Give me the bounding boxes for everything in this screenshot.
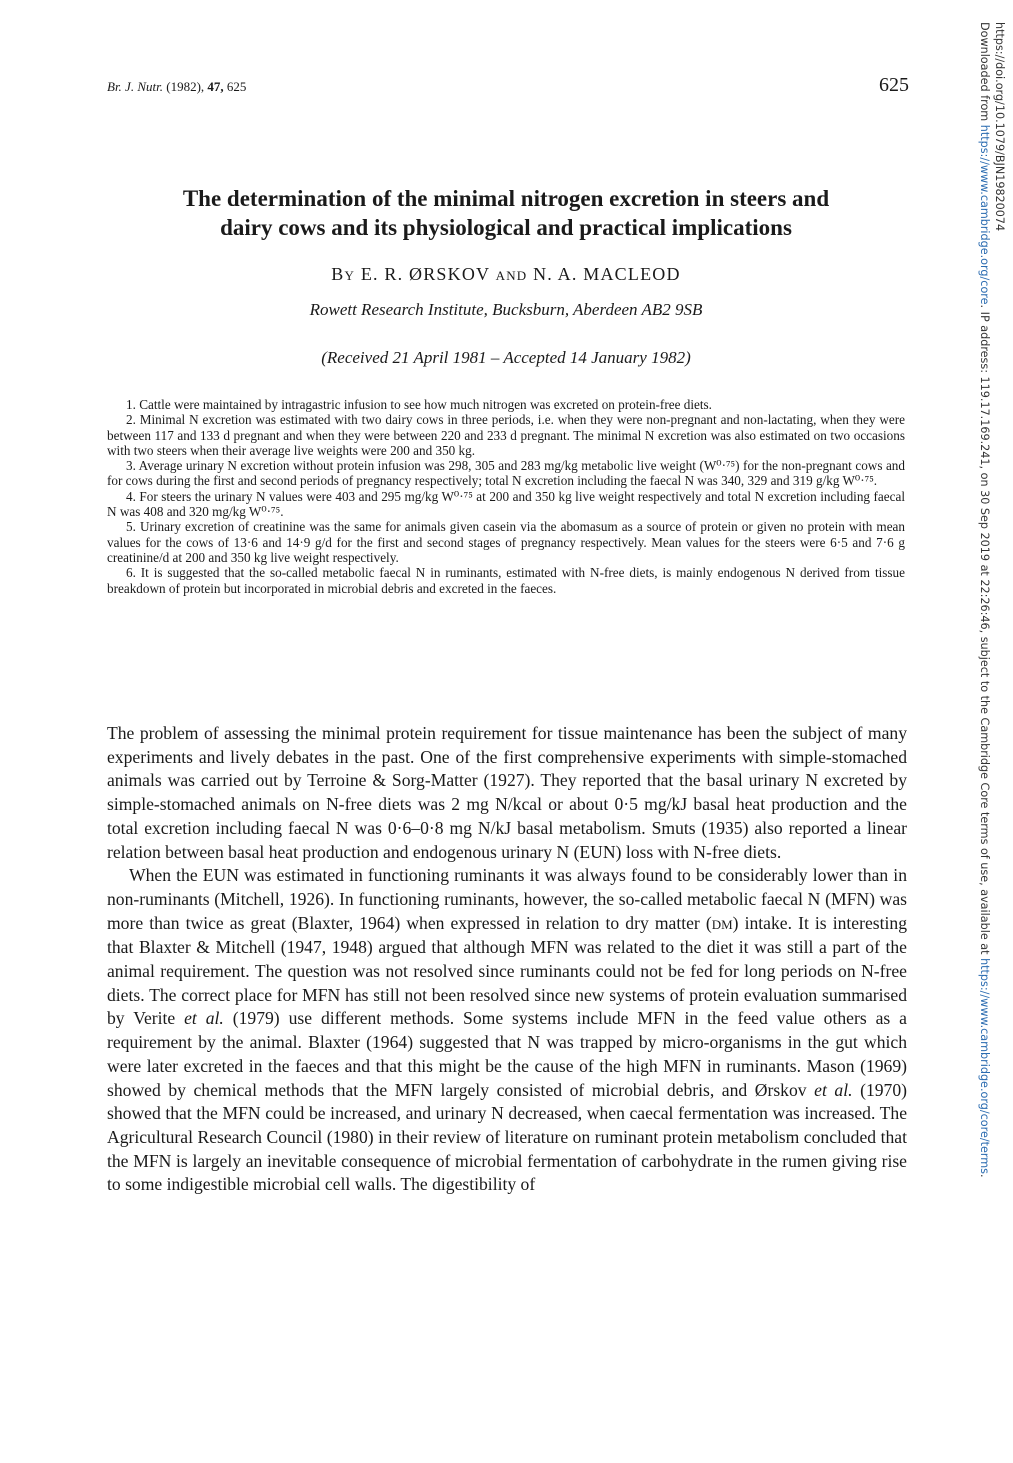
dm-abbrev: DM [711, 916, 733, 932]
journal-citation [107, 79, 246, 95]
p2-part-c: (1979) use different methods. Some systems include MFN in the feed value others as a requirement by the animal. Blaxter (1964) suggested that N was trapped by micro-organisms in the gut which were later excreted in the faeces and that this might be the cause of the high MFN in ruminants. Mason (1969) showed by chemical methods that the MFN largely consisted of microbial debris, and Ørskov [107, 1008, 907, 1100]
download-sidebar [955, 22, 1009, 1178]
journal-page: 625 [226, 79, 247, 94]
p2-part-d: (1970) showed that the MFN could be increased, and urinary N decreased, when caecal fermentation was increased. The Agricultural Research Council (1980) in their review of literature on ruminant protein metabolism concluded that the MFN is largely an inevitable consequence of microbial fermentation of carbohydrate in the rumen giving rise to some indigestible microbial cell walls. The digestibility of [107, 1079, 907, 1195]
p2-part-a: When the EUN was estimated in functioning ruminants it was always found to be considerably lower than in non-ruminants (Mitchell, 1926). In functioning ruminants, however, the so-called metabolic faecal N (MFN) was more than twice as great (Blaxter, 1964) when expressed in relation to dry matter ( [107, 865, 907, 933]
terms-link[interactable]: https://www.cambridge.org/core/terms [978, 958, 991, 1175]
et-al-1: et al. [184, 1008, 224, 1029]
affiliation: Rowett Research Institute, Bucksburn, Aberdeen AB2 9SB [309, 300, 703, 319]
p2-part-b: ) intake. It is interesting that Blaxter & Mitchell (1947, 1948) argued that although MFN was related to the diet it was still a part of the animal requirement. The question was not resolved since ruminants could not be fed for long periods on N-free diets. The correct place for MFN has still not been resolved since new systems of protein evaluation summarised by Verite [107, 912, 907, 1029]
sidebar-prefix: Downloaded from [978, 22, 991, 125]
author-1: E. R. ØRSKOV [360, 264, 490, 284]
abstract-item-3: 3. Average urinary N excretion without protein infusion was 298, 305 and 283 mg/kg metabolic live weight (W⁰·⁷⁵) for the non-pregnant cows and for cows during the first and second periods of pregnancy respectively; total N excretion including the faecal N was 340, 329 and 319 g/kg W⁰·⁷⁵. [107, 458, 905, 489]
author-2: N. A. MACLEOD [533, 264, 681, 284]
author-line [100, 264, 912, 285]
journal-volume: 47, [207, 79, 224, 94]
title-line-1: The determination of the minimal nitrogen excretion in steers and [182, 186, 830, 211]
body-paragraph-1: The problem of assessing the minimal protein requirement for tissue maintenance has been the subject of many experiments and lively debates in the past. One of the first comprehensive experiments with simple-stomached animals was carried out by Terroine & Sorg-Matter (1927). They reported that the basal urinary N excreted by simple-stomached animals on N-free diets was 2 mg N/kcal or about 0·5 mg/kJ basal heat production and the total excretion including faecal N was 0·6–0·8 mg N/kJ basal metabolism. Smuts (1935) also reported a linear relation between basal heat production and endogenous urinary N (EUN) loss with N-free diets. [107, 723, 907, 862]
and-word: AND [495, 268, 528, 283]
doi-link[interactable]: https://doi.org/10.1079/BJN19820074 [993, 22, 1006, 232]
by-label-rest: Y [344, 268, 356, 283]
article-title [100, 184, 912, 242]
journal-name: Br. J. Nutr. [107, 79, 163, 94]
sidebar-end: . [978, 1174, 991, 1178]
title-line-2: dairy cows and its physiological and practical implications [220, 215, 792, 240]
body-paragraph-2 [107, 864, 907, 1197]
sidebar-ip-text: . IP address: 119.17.169.241, on 30 Sep 2019 at 22:26:46, subject to the Cambridge Core terms of use, available at [978, 304, 991, 959]
et-al-2: et al. [814, 1079, 853, 1100]
abstract-item-2: 2. Minimal N excretion was estimated with two dairy cows in three periods, i.e. when they were non-pregnant and non-lactating, when they were between 117 and 133 d pregnant and when they were between 220 and 233 d pregnant. The minimal N excretion was also estimated on two occasions with two steers when their average live weights were 200 and 350 kg. [107, 412, 905, 458]
sidebar-download-line [978, 22, 991, 1178]
body-text [107, 722, 907, 1197]
abstract [107, 397, 905, 596]
received-dates: (Received 21 April 1981 – Accepted 14 January 1982) [321, 348, 691, 367]
journal-year: (1982), [166, 79, 205, 94]
abstract-item-1: 1. Cattle were maintained by intragastric infusion to see how much nitrogen was excreted on protein-free diets. [126, 397, 712, 412]
abstract-item-6: 6. It is suggested that the so-called metabolic faecal N in ruminants, estimated with N-free diets, is mainly endogenous N derived from tissue breakdown of protein but incorporated in microbial debris and excreted in the faeces. [107, 565, 905, 596]
abstract-item-4: 4. For steers the urinary N values were 403 and 295 mg/kg W⁰·⁷⁵ at 200 and 350 kg live weight respectively and total N excretion including faecal N was 408 and 320 mg/kg W⁰·⁷⁵. [107, 488, 905, 520]
cambridge-core-link[interactable]: https://www.cambridge.org/core [978, 124, 991, 305]
abstract-item-5: 5. Urinary excretion of creatinine was the same for animals given casein via the abomasum as a source of protein or given no protein with mean values for the cows of 13·6 and 14·9 g/d for the first and second stages of pregnancy respectively. Mean values for the steers were 6·5 and 7·6 g creatinine/d at 200 and 350 kg live weight respectively. [107, 519, 905, 565]
by-label: B [331, 264, 345, 284]
page-number: 625 [879, 74, 909, 96]
